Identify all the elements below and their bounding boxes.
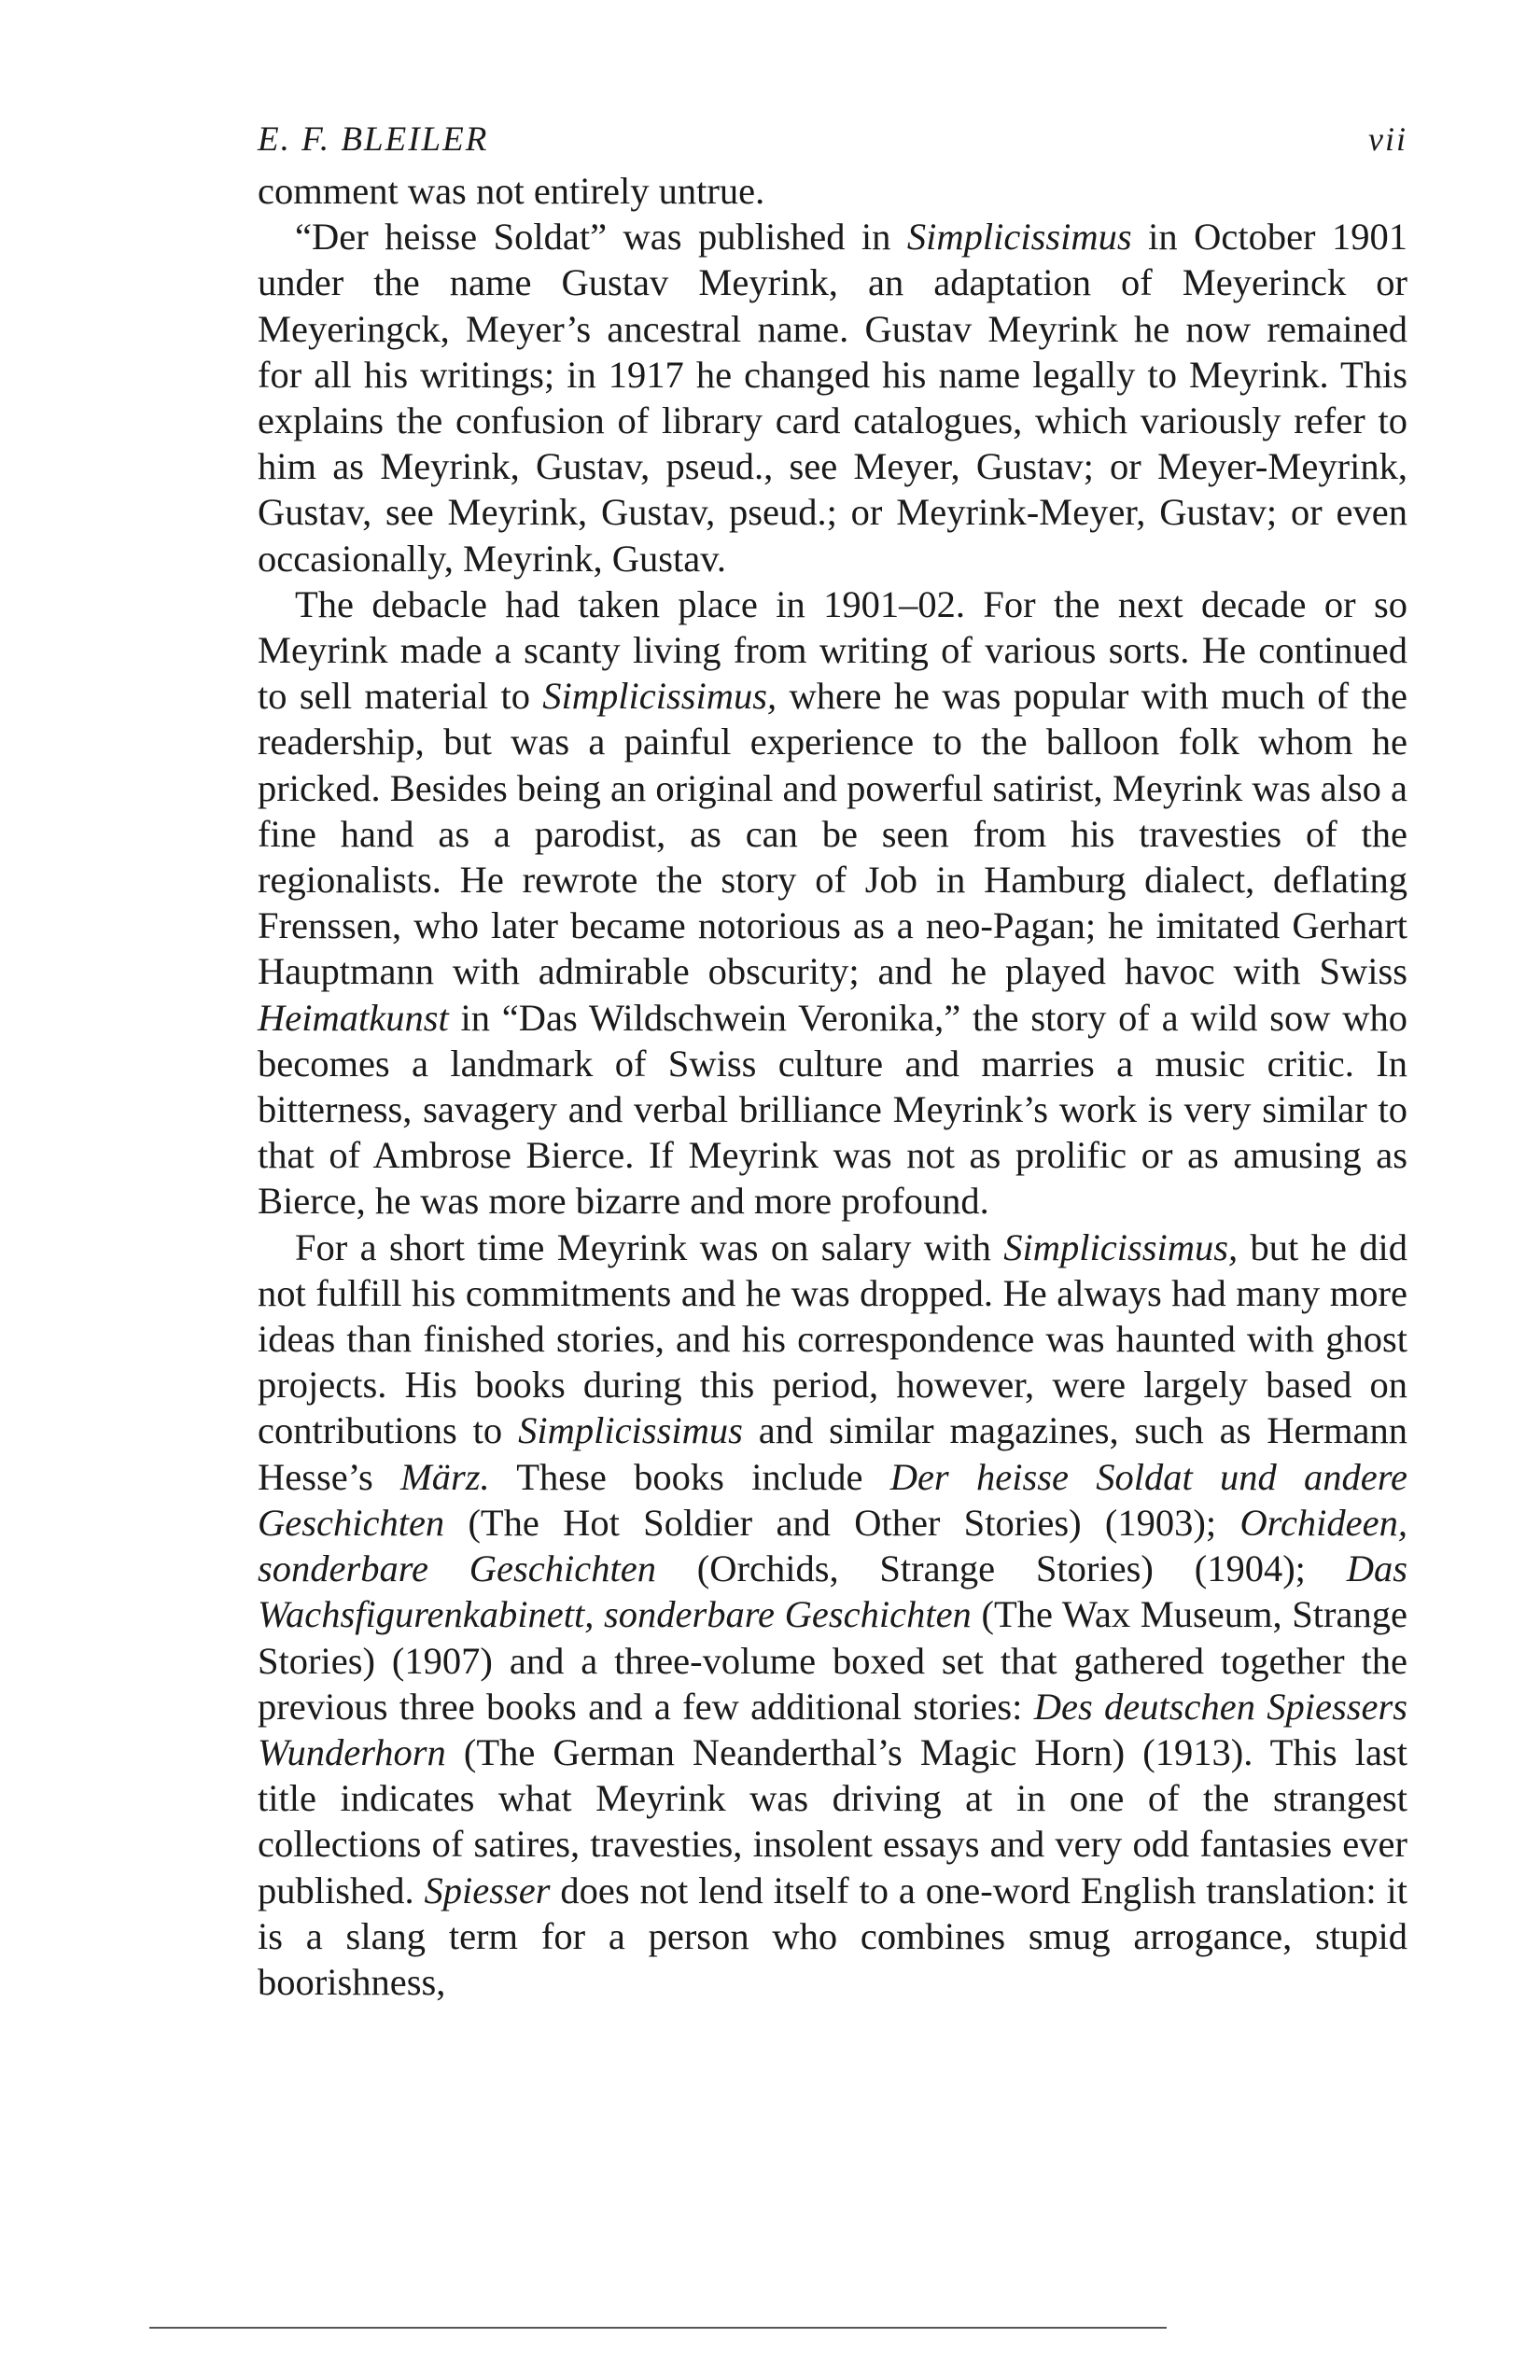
running-head [258,112,1407,168]
text-run: (The German Neanderthal’s Magic Horn) (1913). This last title indicates what Meyrink was driving at in one of the strangest collections of satires, travesties, insolent essays and very odd fantasies ever published. [258,1730,1407,1911]
text-run: but he did not fulfill his commitments and he was dropped. He always had many more ideas than finished stories, and his correspondence was haunted with ghost projects. His books during this period, however, were largely based on contributions to [258,1225,1407,1452]
text-run: comment was not entirely untrue. [258,170,765,212]
text-run: and similar magazines, such as Hermann Hesse’s [258,1409,1407,1498]
paragraph [258,214,1407,581]
italic-text-run: Orchideen, sonderbare Geschichten [258,1501,1407,1590]
text-run: where he was popular with much of the readership, but was a painful experience to the balloon folk whom he pricked. Besides being an original and powerful satirist, Meyrink was also a fine hand as a parodist, as can be seen from his travesties of the regionalists. He rewrote the story of Job in Hamburg dialect, deflating Frenssen, who later became notorious as a neo-Pagan; he imitated Gerhart Hauptmann with admirable obscurity; and he played havoc with Swiss [258,675,1407,993]
text-run: does not lend itself to a one-word English translation: it is a slang term for a person who combines smug arrogance, stupid boorishness, [258,1869,1407,2003]
text-run: “Der heisse Soldat” was published in [295,216,907,259]
italic-text-run: Spiesser [424,1869,551,1911]
scan-edge-rule [149,2327,1167,2329]
book-page [258,112,1407,2005]
italic-text-run: Des deutschen Spiessers Wunderhorn [258,1685,1407,1773]
text-run: (Orchids, Strange Stories) (1904); [655,1547,1347,1590]
italic-text-run: Simplicissimus, [1003,1225,1239,1268]
italic-text-run: Der heisse Soldat und andere Geschichten [258,1455,1407,1544]
paragraph [258,1225,1407,2005]
italic-text-run: März. [400,1455,490,1498]
paragraph [258,168,1407,214]
italic-text-run: Simplicissimus, [542,675,777,718]
italic-text-run: Simplicissimus [906,216,1132,259]
text-run: (The Wax Museum, Strange Stories) (1907) and a three-volume boxed set that gathered together the previous three books and a few additional stories: [258,1593,1407,1728]
body-text [258,168,1407,2005]
text-run: (The Hot Soldier and Other Stories) (1903); [444,1501,1240,1544]
running-head-author: E. F. BLEILER [258,120,489,159]
text-run: in “Das Wildschwein Veronika,” the story of a wild sow who becomes a landmark of Swiss culture and marries a music critic. In bitterness, savagery and verbal brilliance Meyrink’s work is very similar to that of Ambrose Bierce. If Meyrink was not as prolific or as amusing as Bierce, he was more bizarre and more profound. [258,996,1407,1223]
text-run: in October 1901 under the name Gustav Meyrink, an adaptation of Meyerinck or Meyeringck, Meyer’s ancestral name. Gustav Meyrink he now remained for all his writings; in 1917 he changed his name legally to Meyrink. This explains the confusion of library card catalogues, which variously refer to him as Meyrink, Gustav, pseud., see Meyer, Gustav; or Meyer-Meyrink, Gustav, see Meyrink, Gustav, pseud.; or Meyrink-Meyer, Gustav; or even occasionally, Meyrink, Gustav. [258,216,1407,580]
italic-text-run: Simplicissimus [518,1409,743,1452]
text-run: These books include [489,1455,890,1498]
page-number: vii [1368,120,1407,158]
italic-text-run: Heimatkunst [258,996,449,1039]
text-run: For a short time Meyrink was on salary with [295,1225,1004,1268]
italic-text-run: Das Wachsfigurenkabinett, sonderbare Geschichten [258,1547,1407,1636]
paragraph [258,581,1407,1225]
text-run: The debacle had taken place in 1901–02. For the next decade or so Meyrink made a scanty living from writing of various sorts. He continued to sell material to [258,582,1407,718]
